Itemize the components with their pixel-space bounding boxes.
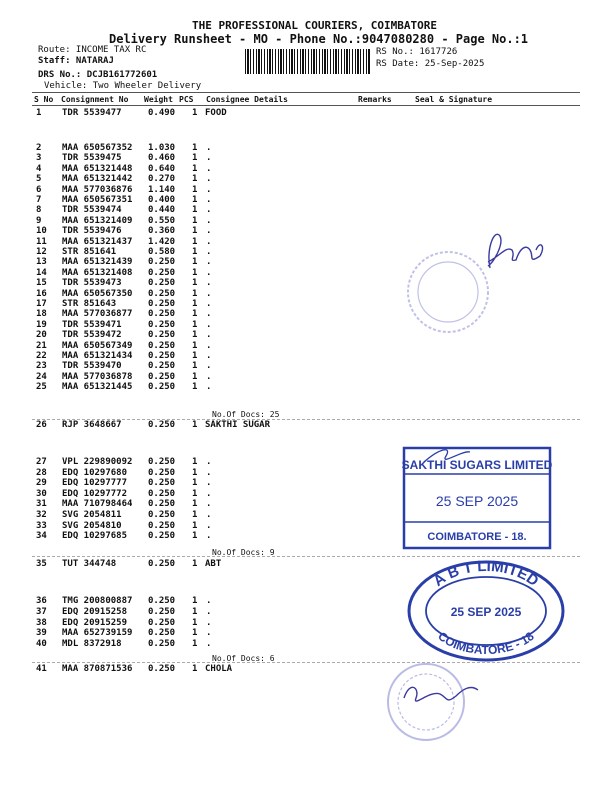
- row-pcs: 1: [192, 664, 198, 674]
- signature-3: [404, 687, 478, 701]
- row-pcs: 1: [192, 618, 198, 628]
- row-weight: 1.420: [148, 237, 176, 247]
- sakthi-stamp-city: COIMBATORE - 18.: [427, 531, 527, 543]
- row-pcs: 1: [192, 320, 198, 330]
- row-sno: 4: [36, 164, 42, 174]
- row-consignment: MAA 651321448: [62, 164, 133, 174]
- row-sno: 14: [36, 268, 47, 278]
- row-consignee-blank: .: [206, 195, 212, 205]
- row-consignment: MAA 651321439: [62, 257, 133, 267]
- row-weight: 0.250: [148, 639, 176, 649]
- rs-number: RS No.: 1617726: [376, 47, 458, 57]
- row-sno: 39: [36, 628, 47, 638]
- row-consignment: TDR 5539476: [62, 226, 122, 236]
- row-consignee-blank: .: [206, 174, 212, 184]
- row-sno: 32: [36, 510, 47, 520]
- abt-stamp-date: 25 SEP 2025: [450, 605, 522, 619]
- row-pcs: 1: [192, 596, 198, 606]
- row-weight: 0.270: [148, 174, 176, 184]
- row-consignment: MAA 650567351: [62, 195, 133, 205]
- row-pcs: 1: [192, 457, 198, 467]
- row-sno: 12: [36, 247, 47, 257]
- row-pcs: 1: [192, 257, 198, 267]
- row-consignment: EDQ 10297680: [62, 468, 128, 478]
- row-consignment: MAA 577036876: [62, 185, 133, 195]
- row-weight: 0.250: [148, 420, 176, 430]
- row-pcs: 1: [192, 559, 198, 569]
- sakthi-stamp: [402, 448, 553, 548]
- abt-stamp-city: COIMBATORE - 18: [435, 628, 537, 658]
- row-weight: 0.250: [148, 289, 176, 299]
- row-consignee-blank: .: [206, 468, 212, 478]
- row-weight: 0.250: [148, 531, 176, 541]
- col-consignee: Consignee Details: [206, 95, 288, 104]
- row-consignee-blank: .: [206, 607, 212, 617]
- row-sno: 6: [36, 185, 42, 195]
- row-sno: 40: [36, 639, 47, 649]
- row-consignment: TDR 5539470: [62, 361, 122, 371]
- row-pcs: 1: [192, 153, 198, 163]
- faded-round-stamp-2: [388, 664, 464, 740]
- row-weight: 0.250: [148, 268, 176, 278]
- row-consignee-blank: .: [206, 510, 212, 520]
- row-sno: 25: [36, 382, 47, 392]
- row-pcs: 1: [192, 510, 198, 520]
- row-consignee-blank: .: [206, 164, 212, 174]
- row-pcs: 1: [192, 628, 198, 638]
- row-pcs: 1: [192, 143, 198, 153]
- row-sno: 31: [36, 499, 47, 509]
- row-sno: 5: [36, 174, 42, 184]
- row-consignee-blank: .: [206, 320, 212, 330]
- sakthi-stamp-date: 25 SEP 2025: [435, 493, 519, 509]
- row-weight: 0.250: [148, 351, 176, 361]
- row-sno: 27: [36, 457, 47, 467]
- row-consignment: EDQ 10297777: [62, 478, 128, 488]
- row-weight: 0.250: [148, 596, 176, 606]
- row-weight: 0.250: [148, 489, 176, 499]
- row-pcs: 1: [192, 420, 198, 430]
- row-pcs: 1: [192, 247, 198, 257]
- row-consignee-blank: .: [206, 330, 212, 340]
- row-consignment: STR 851643: [62, 299, 117, 309]
- docs-count: No.Of Docs: 25: [212, 410, 280, 419]
- row-weight: 0.250: [148, 257, 176, 267]
- row-weight: 0.250: [148, 468, 176, 478]
- row-consignee-blank: .: [206, 457, 212, 467]
- row-sno: 30: [36, 489, 47, 499]
- row-consignment: MAA 651321437: [62, 237, 133, 247]
- row-consignee-blank: .: [206, 596, 212, 606]
- row-sno: 17: [36, 299, 47, 309]
- row-consignment: TUT 344748: [62, 559, 117, 569]
- docs-count: No.Of Docs: 6: [212, 654, 275, 663]
- runsheet-subtitle: Delivery Runsheet - MO - Phone No.:9047080280 - Page No.:1: [109, 32, 529, 46]
- row-pcs: 1: [192, 205, 198, 215]
- row-weight: 0.250: [148, 320, 176, 330]
- row-weight: 0.250: [148, 330, 176, 340]
- row-consignment: MAA 651321442: [62, 174, 133, 184]
- row-consignment: STR 851641: [62, 247, 117, 257]
- row-consignee-blank: .: [206, 278, 212, 288]
- row-weight: 0.250: [148, 499, 176, 509]
- row-weight: 0.640: [148, 164, 176, 174]
- row-sno: 23: [36, 361, 47, 371]
- route-label: Route: INCOME TAX RC: [38, 45, 147, 55]
- row-pcs: 1: [192, 309, 198, 319]
- row-consignment: MAA 652739159: [62, 628, 133, 638]
- row-consignment: MDL 8372918: [62, 639, 122, 649]
- row-sno: 10: [36, 226, 47, 236]
- row-sno: 18: [36, 309, 47, 319]
- row-sno: 9: [36, 216, 42, 226]
- row-consignee-blank: .: [206, 257, 212, 267]
- col-remarks: Remarks: [358, 95, 392, 104]
- row-consignee-blank: .: [206, 499, 212, 509]
- row-pcs: 1: [192, 478, 198, 488]
- row-consignment: MAA 651321434: [62, 351, 133, 361]
- row-weight: 0.360: [148, 226, 176, 236]
- row-pcs: 1: [192, 382, 198, 392]
- row-weight: 0.250: [148, 628, 176, 638]
- row-consignee-blank: .: [206, 205, 212, 215]
- row-consignment: MAA 651321409: [62, 216, 133, 226]
- col-weight: Weight: [144, 95, 173, 104]
- row-consignment: EDQ 20915258: [62, 607, 128, 617]
- row-weight: 0.250: [148, 278, 176, 288]
- row-weight: 0.490: [148, 108, 176, 118]
- row-pcs: 1: [192, 607, 198, 617]
- row-sno: 3: [36, 153, 42, 163]
- row-consignee-blank: .: [206, 478, 212, 488]
- row-consignee-blank: .: [206, 237, 212, 247]
- row-consignee-blank: .: [206, 382, 212, 392]
- row-consignee: ABT: [205, 559, 222, 569]
- row-weight: 0.550: [148, 216, 176, 226]
- row-weight: 1.140: [148, 185, 176, 195]
- row-sno: 22: [36, 351, 47, 361]
- company-title: THE PROFESSIONAL COURIERS, COIMBATORE: [192, 19, 438, 32]
- row-pcs: 1: [192, 468, 198, 478]
- row-pcs: 1: [192, 499, 198, 509]
- row-consignee-blank: .: [206, 185, 212, 195]
- row-consignee-blank: .: [206, 153, 212, 163]
- row-consignment: MAA 651321408: [62, 268, 133, 278]
- row-consignee: FOOD: [205, 108, 227, 118]
- row-weight: 0.250: [148, 618, 176, 628]
- row-consignee-blank: .: [206, 628, 212, 638]
- row-sno: 41: [36, 664, 47, 674]
- row-pcs: 1: [192, 639, 198, 649]
- row-weight: 0.250: [148, 372, 176, 382]
- row-weight: 0.250: [148, 478, 176, 488]
- row-weight: 0.580: [148, 247, 176, 257]
- row-consignee-blank: .: [206, 299, 212, 309]
- row-pcs: 1: [192, 299, 198, 309]
- row-consignment: MAA 870871536: [62, 664, 133, 674]
- col-sno: S No: [34, 95, 54, 104]
- row-consignee-blank: .: [206, 531, 212, 541]
- row-weight: 0.250: [148, 510, 176, 520]
- row-consignment: TDR 5539474: [62, 205, 122, 215]
- row-sno: 15: [36, 278, 47, 288]
- row-sno: 33: [36, 521, 47, 531]
- row-pcs: 1: [192, 351, 198, 361]
- row-pcs: 1: [192, 226, 198, 236]
- row-consignment: TDR 5539477: [62, 108, 122, 118]
- row-consignment: EDQ 10297772: [62, 489, 128, 499]
- row-consignment: SVG 2054810: [62, 521, 122, 531]
- row-consignment: MAA 710798464: [62, 499, 133, 509]
- vehicle-label: Vehicle: Two Wheeler Delivery: [44, 81, 202, 91]
- abt-stamp-name: A B T LIMITED: [430, 557, 542, 590]
- row-pcs: 1: [192, 164, 198, 174]
- row-pcs: 1: [192, 521, 198, 531]
- row-pcs: 1: [192, 268, 198, 278]
- row-weight: 0.250: [148, 664, 176, 674]
- row-consignment: SVG 2054811: [62, 510, 122, 520]
- row-consignment: TDR 5539472: [62, 330, 122, 340]
- row-consignee-blank: .: [206, 351, 212, 361]
- row-consignee-blank: .: [206, 341, 212, 351]
- staff-label: Staff: NATARAJ: [38, 56, 114, 66]
- row-weight: 0.250: [148, 382, 176, 392]
- row-consignment: EDQ 10297685: [62, 531, 128, 541]
- row-pcs: 1: [192, 489, 198, 499]
- row-sno: 38: [36, 618, 47, 628]
- row-pcs: 1: [192, 289, 198, 299]
- row-weight: 0.250: [148, 457, 176, 467]
- row-consignee-blank: .: [206, 361, 212, 371]
- row-sno: 19: [36, 320, 47, 330]
- row-sno: 7: [36, 195, 42, 205]
- row-consignee-blank: .: [206, 216, 212, 226]
- row-sno: 28: [36, 468, 47, 478]
- row-sno: 2: [36, 143, 42, 153]
- row-consignment: TMG 200800887: [62, 596, 133, 606]
- row-consignment: EDQ 20915259: [62, 618, 128, 628]
- row-consignment: VPL 229890092: [62, 457, 133, 467]
- row-consignment: MAA 650567350: [62, 289, 133, 299]
- row-weight: 0.250: [148, 521, 176, 531]
- row-weight: 0.250: [148, 309, 176, 319]
- row-sno: 35: [36, 559, 47, 569]
- signature-1: [488, 234, 543, 268]
- row-sno: 8: [36, 205, 42, 215]
- row-weight: 1.030: [148, 143, 176, 153]
- row-consignee-blank: .: [206, 247, 212, 257]
- row-consignment: TDR 5539475: [62, 153, 122, 163]
- rs-date: RS Date: 25-Sep-2025: [376, 59, 485, 69]
- drs-number: DRS No.: DCJB161772601: [38, 70, 158, 80]
- row-consignment: TDR 5539471: [62, 320, 122, 330]
- row-sno: 20: [36, 330, 47, 340]
- row-pcs: 1: [192, 195, 198, 205]
- row-consignee-blank: .: [206, 309, 212, 319]
- row-weight: 0.460: [148, 153, 176, 163]
- row-sno: 24: [36, 372, 47, 382]
- row-consignee-blank: .: [206, 226, 212, 236]
- col-consignment: Consignment No: [61, 95, 129, 104]
- row-pcs: 1: [192, 361, 198, 371]
- row-consignment: RJP 3648667: [62, 420, 122, 430]
- row-pcs: 1: [192, 216, 198, 226]
- row-sno: 36: [36, 596, 47, 606]
- row-weight: 0.440: [148, 205, 176, 215]
- abt-stamp: [409, 558, 563, 660]
- row-sno: 16: [36, 289, 47, 299]
- row-pcs: 1: [192, 237, 198, 247]
- row-consignment: MAA 577036877: [62, 309, 133, 319]
- row-sno: 29: [36, 478, 47, 488]
- row-consignment: TDR 5539473: [62, 278, 122, 288]
- row-pcs: 1: [192, 108, 198, 118]
- row-consignee-blank: .: [206, 143, 212, 153]
- sakthi-stamp-name: SAKTHI SUGARS LIMITED: [401, 458, 553, 472]
- row-pcs: 1: [192, 531, 198, 541]
- row-sno: 34: [36, 531, 47, 541]
- row-consignment: MAA 650567352: [62, 143, 133, 153]
- row-weight: 0.250: [148, 607, 176, 617]
- row-consignee-blank: .: [206, 289, 212, 299]
- row-pcs: 1: [192, 185, 198, 195]
- row-consignee-blank: .: [206, 639, 212, 649]
- row-sno: 26: [36, 420, 47, 430]
- row-consignee-blank: .: [206, 521, 212, 531]
- row-weight: 0.250: [148, 361, 176, 371]
- row-consignee: CHOLA: [205, 664, 233, 674]
- row-pcs: 1: [192, 341, 198, 351]
- row-consignment: MAA 651321445: [62, 382, 133, 392]
- row-weight: 0.250: [148, 299, 176, 309]
- row-weight: 0.400: [148, 195, 176, 205]
- col-seal: Seal & Signature: [415, 95, 493, 104]
- row-consignee-blank: .: [206, 618, 212, 628]
- row-sno: 1: [36, 108, 42, 118]
- row-sno: 37: [36, 607, 47, 617]
- row-sno: 21: [36, 341, 47, 351]
- row-sno: 13: [36, 257, 47, 267]
- row-consignee-blank: .: [206, 268, 212, 278]
- row-pcs: 1: [192, 174, 198, 184]
- faded-round-stamp-1: [408, 252, 488, 332]
- row-consignee-blank: .: [206, 489, 212, 499]
- row-pcs: 1: [192, 330, 198, 340]
- row-weight: 0.250: [148, 341, 176, 351]
- row-weight: 0.250: [148, 559, 176, 569]
- row-sno: 11: [36, 237, 47, 247]
- docs-count: No.Of Docs: 9: [212, 548, 275, 557]
- row-consignee-blank: .: [206, 372, 212, 382]
- row-pcs: 1: [192, 278, 198, 288]
- row-consignment: MAA 577036878: [62, 372, 133, 382]
- row-consignee: SAKTHI SUGAR: [205, 420, 271, 430]
- col-pcs: PCS: [179, 95, 194, 104]
- row-pcs: 1: [192, 372, 198, 382]
- row-consignment: MAA 650567349: [62, 341, 133, 351]
